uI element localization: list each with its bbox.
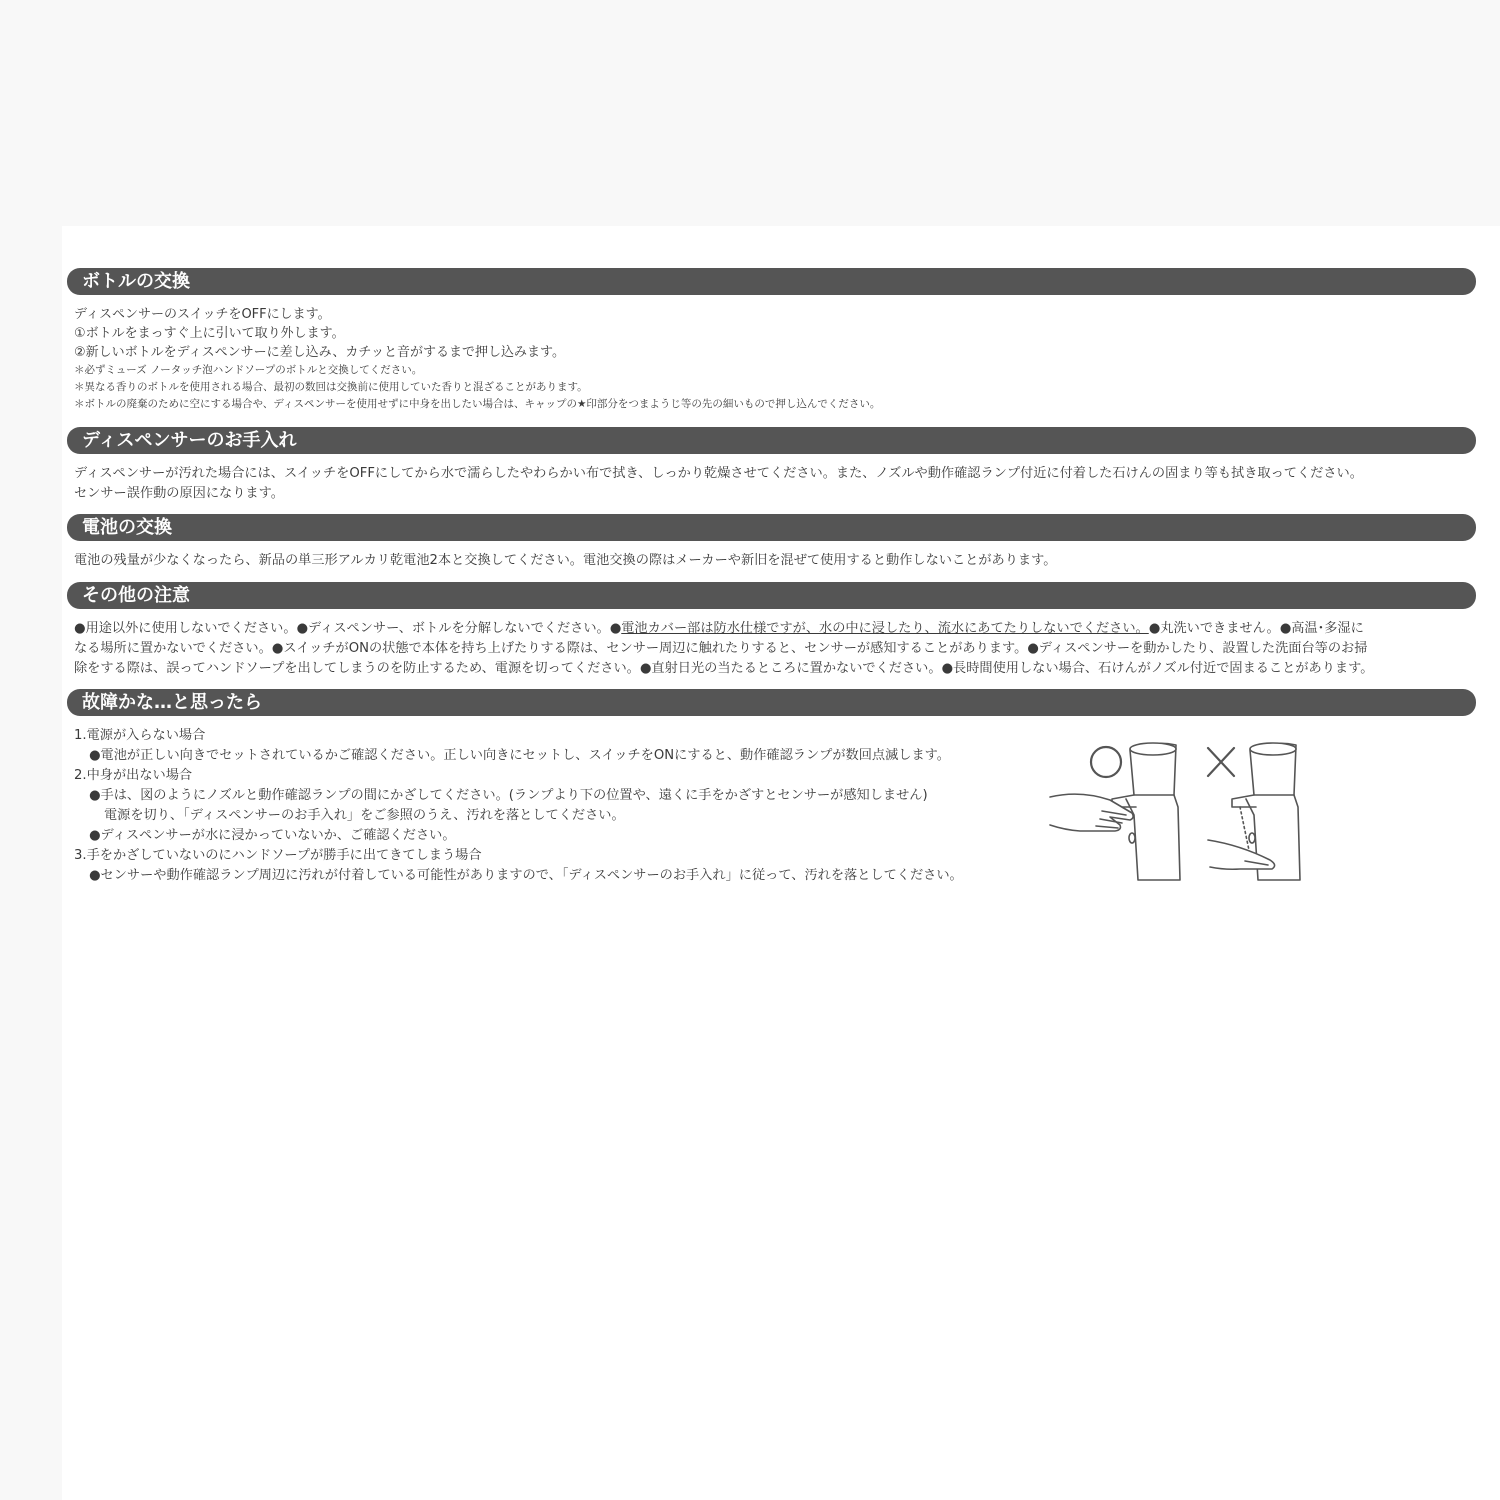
ng-cross-icon — [1208, 748, 1234, 776]
bottle-note: ＊ボトルの廃棄のために空にする場合や、ディスペンサーを使用せずに中身を出したい場合は、キャップの★印部分をつまようじ等の先の細いもので押し込んでください。 — [74, 398, 881, 410]
bottle-line: ①ボトルをまっすぐ上に引いて取り外します。 — [74, 326, 345, 341]
correct-hand-position-icon — [1040, 735, 1310, 890]
cautions-underlined-text: 電池カバー部は防水仕様ですが、水の中に浸したり、流水にあてたりしないでください。 — [621, 621, 1149, 636]
cautions-body — [74, 619, 1474, 679]
cautions-line-2: なる場所に置かないでください。●スイッチがONの状態で本体を持ち上げたりする際は、センサー周辺に触れたりすると、センサーが感知することがあります。●ディスペンサーを動かしたり、設置した洗面台等のお掃 — [74, 641, 1368, 656]
battery-body — [74, 551, 1474, 571]
section-title-bottle: ボトルの交換 — [82, 271, 190, 292]
trouble-heading: 3.手をかざしていないのにハンドソープが勝手に出てきてしまう場合 — [74, 848, 482, 863]
section-header-battery — [67, 514, 1476, 541]
cautions-line-3: 除をする際は、誤ってハンドソープを出してしまうのを防止するため、電源を切ってください。●直射日光の当たるところに置かないでください。●長時間使用しない場合、石けんがノズル付近で固まることがあります。 — [74, 661, 1374, 676]
care-line: ディスペンサーが汚れた場合には、スイッチをOFFにしてから水で濡らしたやわらかい布で拭き、しっかり乾燥させてください。また、ノズルや動作確認ランプ付近に付着した石けんの固まり等も拭き取ってください。 — [74, 466, 1363, 481]
trouble-line: ●電池が正しい向きでセットされているかご確認ください。正しい向きにセットし、スイッチをONにすると、動作確認ランプが数回点滅します。 — [89, 748, 950, 763]
trouble-line: ●手は、図のようにノズルと動作確認ランプの間にかざしてください。(ランプより下の位置や、遠くに手をかざすとセンサーが感知しません) — [89, 788, 928, 803]
care-line: センサー誤作動の原因になります。 — [74, 486, 284, 501]
hand-ok-icon — [1050, 794, 1133, 831]
section-title-trouble: 故障かな…と思ったら — [82, 692, 262, 713]
bottle-note: ＊必ずミューズ ノータッチ泡ハンドソープのボトルと交換してください。 — [74, 364, 423, 376]
trouble-line: ●ディスペンサーが水に浸かっていないか、ご確認ください。 — [89, 828, 456, 843]
care-body — [74, 464, 1474, 504]
bottle-body — [74, 305, 1474, 413]
bottle-line: ②新しいボトルをディスペンサーに差し込み、カチッと音がするまで押し込みます。 — [74, 345, 565, 360]
bottle-note: ＊異なる香りのボトルを使用される場合、最初の数回は交換前に使用していた香りと混ざることがあります。 — [74, 381, 588, 393]
cautions-text: ●用途以外に使用しないでください。●ディスペンサー、ボトルを分解しないでください。● — [74, 621, 622, 636]
section-header-trouble — [67, 689, 1476, 716]
cautions-line-1 — [74, 619, 1474, 639]
trouble-heading: 2.中身が出ない場合 — [74, 768, 193, 783]
ok-circle-icon — [1091, 747, 1121, 777]
section-header-bottle — [67, 268, 1476, 295]
section-header-care — [67, 427, 1476, 454]
bottle-line: ディスペンサーのスイッチをOFFにします。 — [74, 307, 331, 322]
hand-position-illustration — [1040, 735, 1310, 890]
battery-line: 電池の残量が少なくなったら、新品の単三形アルカリ乾電池2本と交換してください。電池交換の際はメーカーや新旧を混ぜて使用すると動作しないことがあります。 — [74, 553, 1057, 568]
section-header-cautions — [67, 582, 1476, 609]
section-title-care: ディスペンサーのお手入れ — [82, 430, 297, 451]
trouble-line: 電源を切り、「ディスペンサーのお手入れ」をご参照のうえ、汚れを落としてください。 — [104, 808, 625, 823]
trouble-heading: 1.電源が入らない場合 — [74, 728, 206, 743]
cautions-text: ●丸洗いできません。●高温･多湿に — [1148, 621, 1364, 636]
section-title-battery: 電池の交換 — [82, 517, 172, 538]
section-title-cautions: その他の注意 — [82, 585, 190, 606]
trouble-line: ●センサーや動作確認ランプ周辺に汚れが付着している可能性がありますので、「ディスペンサーのお手入れ」に従って、汚れを落としてください。 — [89, 868, 963, 883]
